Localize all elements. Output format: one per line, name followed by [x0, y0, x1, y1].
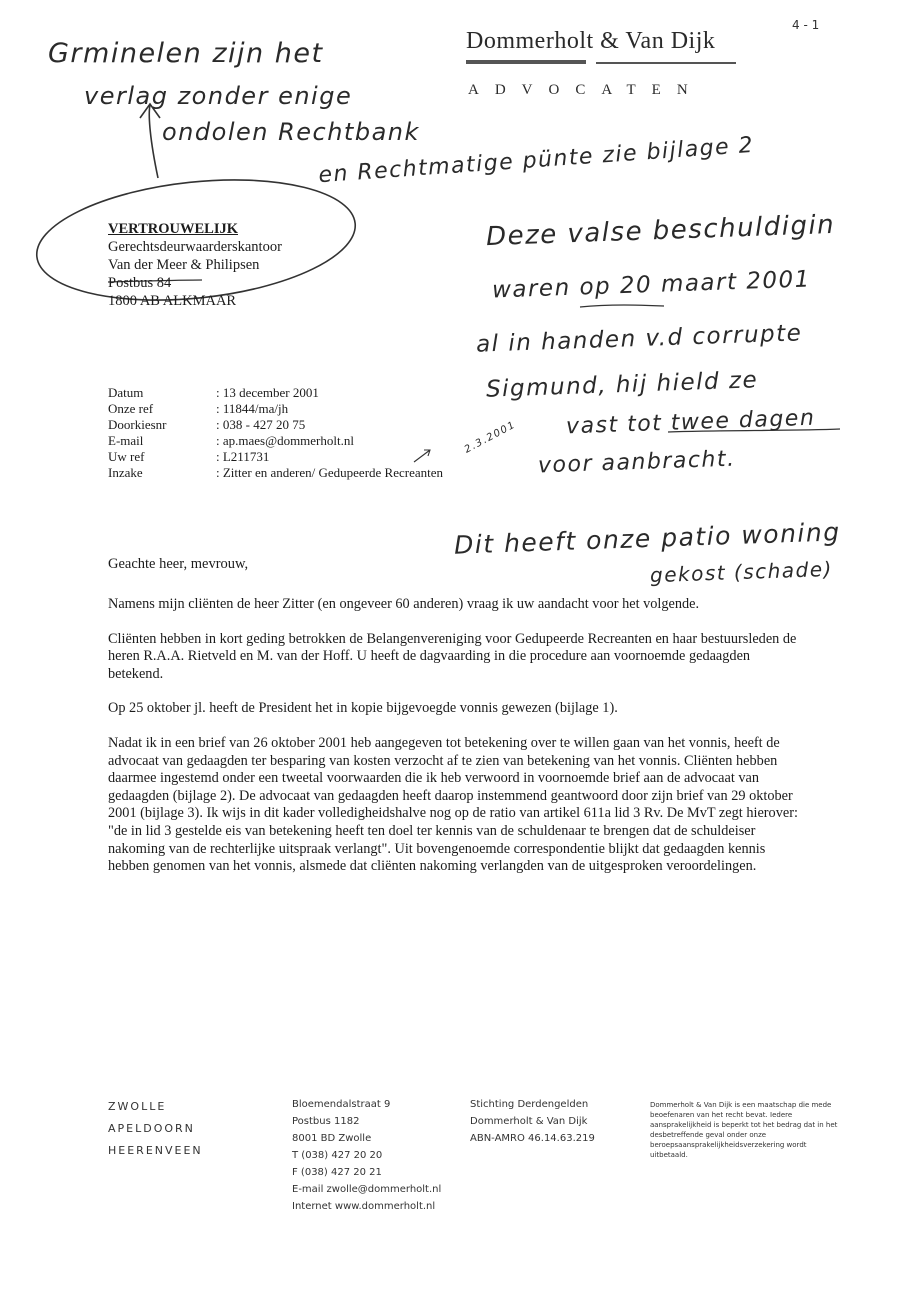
meta-label: Inzake: [108, 465, 143, 480]
meta-row-date: [108, 385, 443, 401]
addressee-line: Postbus 84: [108, 275, 172, 291]
handwriting-bottom-line-1: Dit heeft onze patio woning: [453, 517, 842, 560]
addressee-line: Gerechtsdeurwaarderskantoor: [108, 239, 282, 255]
handwriting-top-line-4: en Rechtmatige pünte zie bijlage 2: [317, 132, 755, 189]
paragraph: Nadat ik in een brief van 26 oktober 2001 heb aangegeven tot betekening over te willen gaan van het vonnis, heeft de advocaat van gedaagden ter besparing van kosten verzocht af te zien van betekening van het vonnis. Cliënten hebben daarmee ingestemd onder een tweetal voorwaarden die ik heb verwoord in voornoemde brief aan de advocaat van gedaagden (bijlage 2). De advocaat van gedaagden heeft daarop instemmend geantwoord door zijn brief van 29 oktober 2001 (bijlage 3). Ik wijs in dit kader volledigheidshalve nog op de ratio van artikel 611a lid 3 Rv. De MvT zegt hierover: "de in lid 3 gestelde eis van betekening heeft ten doel ter kennis van de schuldenaar te brengen dat de schuldeiser nakoming van de rechterlijke uitspraak verlangt". Uit bovengenoemde correspondentie blijkt dat gedaagden kennis hebben genomen van het vonnis, alsmede dat cliënten nakoming verlangden van de uitgesproken veroordelingen.: [108, 734, 798, 875]
meta-value: : 038 - 427 20 75: [216, 417, 306, 432]
firm-name: Dommerholt & Van Dijk: [466, 28, 716, 54]
meta-label: E-mail: [108, 433, 144, 448]
ink-arrow: [140, 104, 160, 178]
page-number: 4 - 1: [792, 18, 820, 32]
handwriting-right-line-5: vast tot twee dagen: [565, 405, 816, 440]
meta-value: : ap.maes@dommerholt.nl: [216, 433, 354, 448]
letterhead-rule-thin: [596, 62, 736, 64]
meta-value: : 11844/ma/jh: [216, 401, 289, 416]
addressee-line: Van der Meer & Philipsen: [108, 257, 260, 273]
meta-label: Datum: [108, 385, 144, 400]
footer-foundation: [470, 1096, 595, 1147]
meta-row-subject: [108, 465, 443, 481]
footer-foundation-line: ABN-AMRO 46.14.63.219: [470, 1133, 595, 1144]
handwriting-right-line-4: Sigmund, hij hield ze: [485, 367, 759, 403]
addressee-line: 1800 AB ALKMAAR: [108, 293, 237, 309]
footer-disclaimer: [650, 1100, 840, 1160]
paragraph: Namens mijn cliënten de heer Zitter (en ongeveer 60 anderen) vraag ik uw aandacht voor het volgende.: [108, 596, 700, 612]
meta-label: Uw ref: [108, 449, 145, 464]
meta-label: Onze ref: [108, 401, 154, 416]
footer-cities: [108, 1096, 203, 1162]
meta-value: : L211731: [216, 449, 270, 464]
handwriting-top-line-1: Grminelen zijn het: [48, 38, 324, 69]
footer-address-line: E-mail zwolle@dommerholt.nl: [292, 1184, 442, 1195]
handwriting-bottom-line-2: gekost (schade): [649, 556, 834, 588]
footer-address: [292, 1096, 441, 1215]
footer-foundation-line: Dommerholt & Van Dijk: [470, 1116, 588, 1127]
handwriting-right-line-1: Deze valse beschuldigin: [485, 209, 836, 253]
confidential-label: VERTROUWELIJK: [108, 221, 239, 237]
salutation: Geachte heer, mevrouw,: [108, 556, 249, 572]
handwriting-right-line-3: al in handen v.d corrupte: [475, 320, 803, 358]
handwriting-top-line-3: ondolen Rechtbank: [162, 118, 420, 146]
letter-body: [108, 596, 798, 893]
meta-row-email: [108, 433, 443, 449]
paragraph: Op 25 oktober jl. heeft de President het in kopie bijgevoegde vonnis gewezen (bijlage 1).: [108, 700, 618, 717]
handwriting-margin-date: 2.3.2001: [462, 419, 518, 456]
footer-disclaimer-text: Dommerholt & Van Dijk is een maatschap die mede beoefenaren van het recht bevat. Iedere aansprakelijkheid is beperkt tot het bedrag dat in het desbetreffende geval onder onze beroepsaansprakelijkheidsverzekering wordt uitbetaald.: [650, 1101, 838, 1159]
footer-address-line: T (038) 427 20 20: [292, 1150, 383, 1161]
meta-row-our-ref: [108, 401, 443, 417]
handwriting-top-line-2: verlag zonder enige: [84, 82, 353, 110]
letterhead-rule-thick: [466, 60, 586, 64]
footer-city: APELDOORN: [108, 1122, 195, 1135]
meta-row-direct-dial: [108, 417, 443, 433]
meta-value: : Zitter en anderen/ Gedupeerde Recreanten: [216, 465, 444, 480]
footer-address-line: Internet www.dommerholt.nl: [292, 1201, 436, 1212]
footer-address-line: Bloemendalstraat 9: [292, 1099, 391, 1110]
reference-block: [108, 385, 443, 481]
paragraph: Cliënten hebben in kort geding betrokken de Belangenvereniging voor Gedupeerde Recreanten en haar bestuursleden de heren R.A.A. Rietveld en M. van der Hoff. U heeft de dagvaarding in die procedure aan voornoemde gedaagden betekend.: [108, 630, 797, 682]
meta-value: : 13 december 2001: [216, 385, 319, 400]
meta-row-your-ref: [108, 449, 443, 465]
footer-address-line: 8001 BD Zwolle: [292, 1133, 372, 1144]
addressee-block: [108, 220, 282, 310]
footer-address-line: Postbus 1182: [292, 1116, 360, 1127]
handwriting-right-line-2: waren op 20 maart 2001: [491, 266, 812, 304]
ink-underline-date: [580, 305, 664, 307]
footer-city: HEERENVEEN: [108, 1144, 203, 1157]
footer-city: ZWOLLE: [108, 1100, 167, 1113]
handwriting-right-line-6: voor aanbracht.: [537, 446, 736, 479]
firm-subtitle: ADVOCATEN: [468, 82, 704, 98]
footer-address-line: F (038) 427 20 21: [292, 1167, 382, 1178]
meta-label: Doorkiesnr: [108, 417, 167, 432]
footer-foundation-line: Stichting Derdengelden: [470, 1099, 589, 1110]
